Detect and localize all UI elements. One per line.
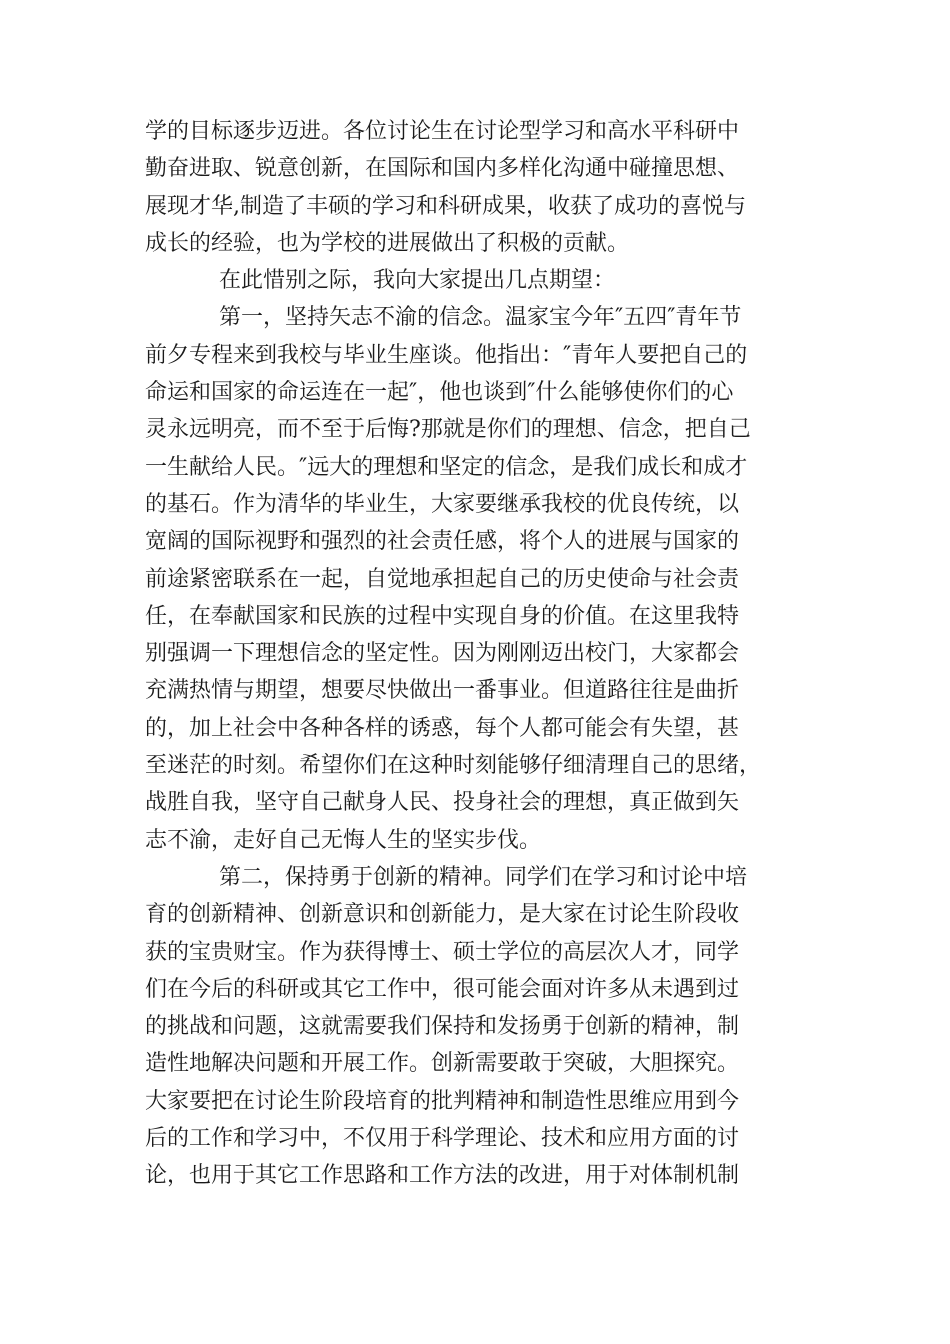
text-line: 获的宝贵财宝。作为获得博士、硕士学位的高层次人才，同学 bbox=[145, 939, 740, 965]
text-line: 大家要把在讨论生阶段培育的批判精神和制造性思维应用到今 bbox=[145, 1088, 740, 1114]
text-line: 学的目标逐步迈进。各位讨论生在讨论型学习和高水平科研中 bbox=[145, 119, 740, 144]
paragraph-first-line: 第一，坚持矢志不渝的信念。温家宝今年″五四″青年节 bbox=[219, 305, 742, 331]
text-line: 勤奋进取、锐意创新，在国际和国内多样化沟通中碰撞思想、 bbox=[145, 156, 740, 182]
text-line: 志不渝，走好自己无悔人生的坚实步伐。 bbox=[145, 827, 542, 853]
text-line: 的，加上社会中各种各样的诱惑，每个人都可能会有失望，甚 bbox=[145, 715, 740, 741]
paragraph-first-line: 在此惜别之际，我向大家提出几点期望： bbox=[219, 268, 616, 294]
text-line: 前途紧密联系在一起，自觉地承担起自己的历史使命与社会责 bbox=[145, 566, 740, 592]
text-line: 宽阔的国际视野和强烈的社会责任感，将个人的进展与国家的 bbox=[145, 529, 740, 555]
text-line: 的挑战和问题，这就需要我们保持和发扬勇于创新的精神，制 bbox=[145, 1014, 740, 1040]
text-line: 至迷茫的时刻。希望你们在这种时刻能够仔细清理自己的思绪， bbox=[145, 753, 762, 779]
text-line: 战胜自我，坚守自己献身人民、投身社会的理想，真正做到矢 bbox=[145, 790, 740, 816]
text-line: 别强调一下理想信念的坚定性。因为刚刚迈出校门，大家都会 bbox=[145, 641, 740, 667]
text-line: 充满热情与期望，想要尽快做出一番事业。但道路往往是曲折 bbox=[145, 678, 740, 704]
paragraph-first-line: 第二，保持勇于创新的精神。同学们在学习和讨论中培 bbox=[219, 864, 748, 890]
text-line: 任，在奉献国家和民族的过程中实现自身的价值。在这里我特 bbox=[145, 603, 740, 629]
text-line: 造性地解决问题和开展工作。创新需要敢于突破，大胆探究。 bbox=[145, 1051, 740, 1077]
text-line: 灵永远明亮，而不至于后悔?那就是你们的理想、信念，把自己 bbox=[145, 417, 751, 443]
text-line: 论，也用于其它工作思路和工作方法的改进，用于对体制机制 bbox=[145, 1163, 740, 1189]
text-line: 展现才华,制造了丰硕的学习和科研成果，收获了成功的喜悦与 bbox=[145, 193, 746, 219]
text-line: 育的创新精神、创新意识和创新能力，是大家在讨论生阶段收 bbox=[145, 902, 740, 928]
text-line: 成长的经验，也为学校的进展做出了积极的贡献。 bbox=[145, 230, 630, 256]
body-text bbox=[145, 113, 805, 1195]
text-line: 们在今后的科研或其它工作中，很可能会面对许多从未遇到过 bbox=[145, 976, 740, 1002]
text-line: 一生献给人民。″远大的理想和坚定的信念，是我们成长和成才 bbox=[145, 454, 748, 480]
text-line: 后的工作和学习中，不仅用于科学理论、技术和应用方面的讨 bbox=[145, 1126, 740, 1152]
text-line: 的基石。作为清华的毕业生，大家要继承我校的优良传统，以 bbox=[145, 491, 740, 517]
text-line: 命运和国家的命运连在一起″，他也谈到″什么能够使你们的心 bbox=[145, 380, 734, 406]
text-line: 前夕专程来到我校与毕业生座谈。他指出：″青年人要把自己的 bbox=[145, 342, 748, 368]
